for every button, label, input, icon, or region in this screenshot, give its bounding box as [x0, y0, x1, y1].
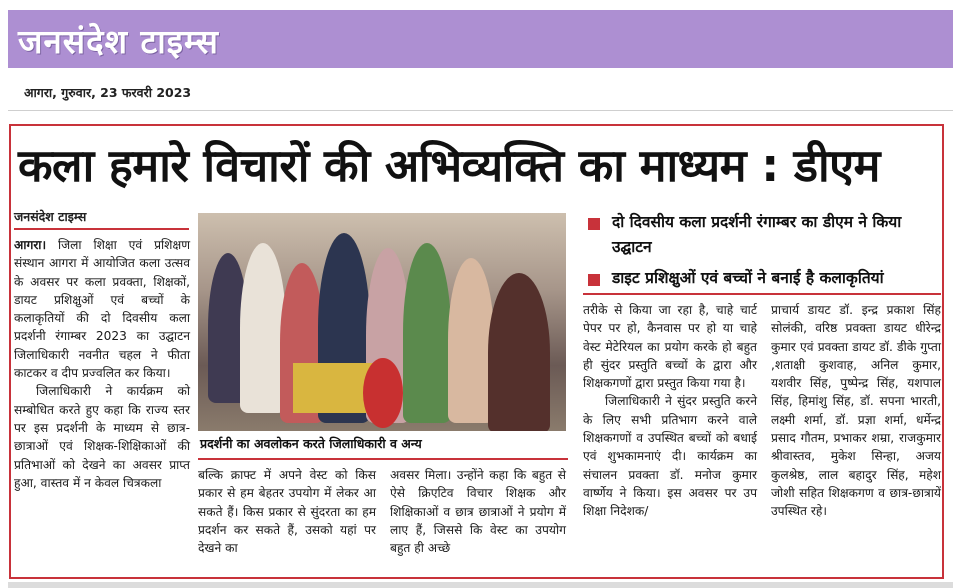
subheads	[586, 210, 938, 297]
paragraph: जिला शिक्षा एवं प्रशिक्षण संस्थान आगरा में आयोजित कला उत्सव के अवसर पर कला प्रवक्ता, शिक्षकों, डायट प्रशिक्षुओं एवं बच्चों के कलाकृतियों की दो दिवसीय कला प्रदर्शनी रंगाम्बर 2023 का उद्घाटन जिलाधिकारी नवनीत चहल ने फीता काटकर व दीप प्रज्वलित कर किया।	[14, 238, 191, 381]
photo-caption: प्रदर्शनी का अवलोकन करते जिलाधिकारी व अन्य	[198, 432, 568, 460]
newspaper-name: जनसंदेश टाइम्स	[18, 22, 219, 61]
headline: कला हमारे विचारों की अभिव्यक्ति का माध्यम : डीएम	[18, 139, 880, 192]
article-photo	[198, 213, 566, 431]
subhead-item: डाइट प्रशिक्षुओं एवं बच्चों ने बनाई है कलाकृतियां	[586, 266, 938, 291]
article-column-4	[583, 301, 757, 521]
article-column-3: अवसर मिला। उन्होंने कहा कि बहुत से ऐसे क्रिएटिव विचार शिक्षक और शिक्षिकाओं व छात्र छात्राओं ने प्रयोग में लाए हैं, जिससे कि वेस्ट का उपयोग बहुत ही अच्छे	[390, 468, 566, 556]
lead-place: आगरा।	[14, 238, 47, 252]
dateline: आगरा, गुरुवार, 23 फरवरी 2023	[24, 85, 192, 100]
next-article-edge	[8, 582, 953, 588]
byline: जनसंदेश टाइम्स	[14, 208, 189, 230]
paragraph: जिलाधिकारी ने सुंदर प्रस्तुति करने के लिए सभी प्रतिभाग करने वाले शिक्षकगणों व उपस्थित बच्चों को बधाई एवं शुभकामनाएं दी। कार्यक्रम का संचालन प्रवक्ता डॉ. मनोज कुमार वार्ष्णेय ने किया। इस अवसर पर उप शिक्षा निदेशक/	[583, 394, 757, 519]
article-column-5: प्राचार्य डायट डॉ. इन्द्र प्रकाश सिंह सोलंकी, वरिष्ठ प्रवक्ता डायट धीरेन्द्र कुमार एवं प्रवक्ता डायट डॉ. डीके गुप्ता ,शताक्षी कुशवाह, अनिल कुमार, यशवीर सिंह, पुष्पेन्द्र सिंह, यशपाल सिंह, हिमांशु सिंह, डॉ. सपना भारती, लक्ष्मी शर्मा, डॉ. प्रज्ञा शर्मा, धर्मेन्द्र प्रसाद गौतम, प्रभाकर शम्रा, राजकुमार श्रीवास्तव, मुकेश सिन्हा, अजय कुलश्रेष्ठ, लाल बहादुर सिंह, महेश जोशी सहित शिक्षकगण व छात्र-छात्रायें उपस्थित रहे।	[771, 303, 941, 519]
divider	[583, 293, 941, 295]
subhead-item: दो दिवसीय कला प्रदर्शनी रंगाम्बर का डीएम ने किया उद्घाटन	[586, 210, 938, 260]
article-column-2: बल्कि क्राफ्ट में अपने वेस्ट को किस प्रकार से हम बेहतर उपयोग में लेकर आ सकते हैं। किस प्रकार से सुंदरता का हम प्रदर्शन कर सकते हैं, उसको यहां पर देखने का	[198, 468, 376, 556]
paragraph: तरीके से किया जा रहा है, चाहे चार्ट पेपर पर हो, कैनवास पर हो या चाहे वेस्ट मेटेरियल का प्रयोग करके हो बहुत ही सुंदर प्रस्तुति बच्चों के द्वारा और शिक्षकगणों द्वारा प्रस्तुत किया गया है।	[583, 303, 757, 391]
divider	[8, 110, 953, 111]
masthead	[8, 10, 953, 68]
bullet-square-icon	[588, 274, 600, 286]
article-column-1	[14, 236, 190, 492]
bullet-square-icon	[588, 218, 600, 230]
paragraph: जिलाधिकारी ने कार्यक्रम को सम्बोधित करते हुए कहा कि राज्य स्तर पर इस प्रदर्शनी के माध्यम से छात्र-छात्राओं एवं शिक्षक-शिक्षिकाओं की प्रतिभाओं को देखने का अवसर प्राप्त हुआ, वास्तव में न केवल चित्रकला	[14, 384, 190, 490]
